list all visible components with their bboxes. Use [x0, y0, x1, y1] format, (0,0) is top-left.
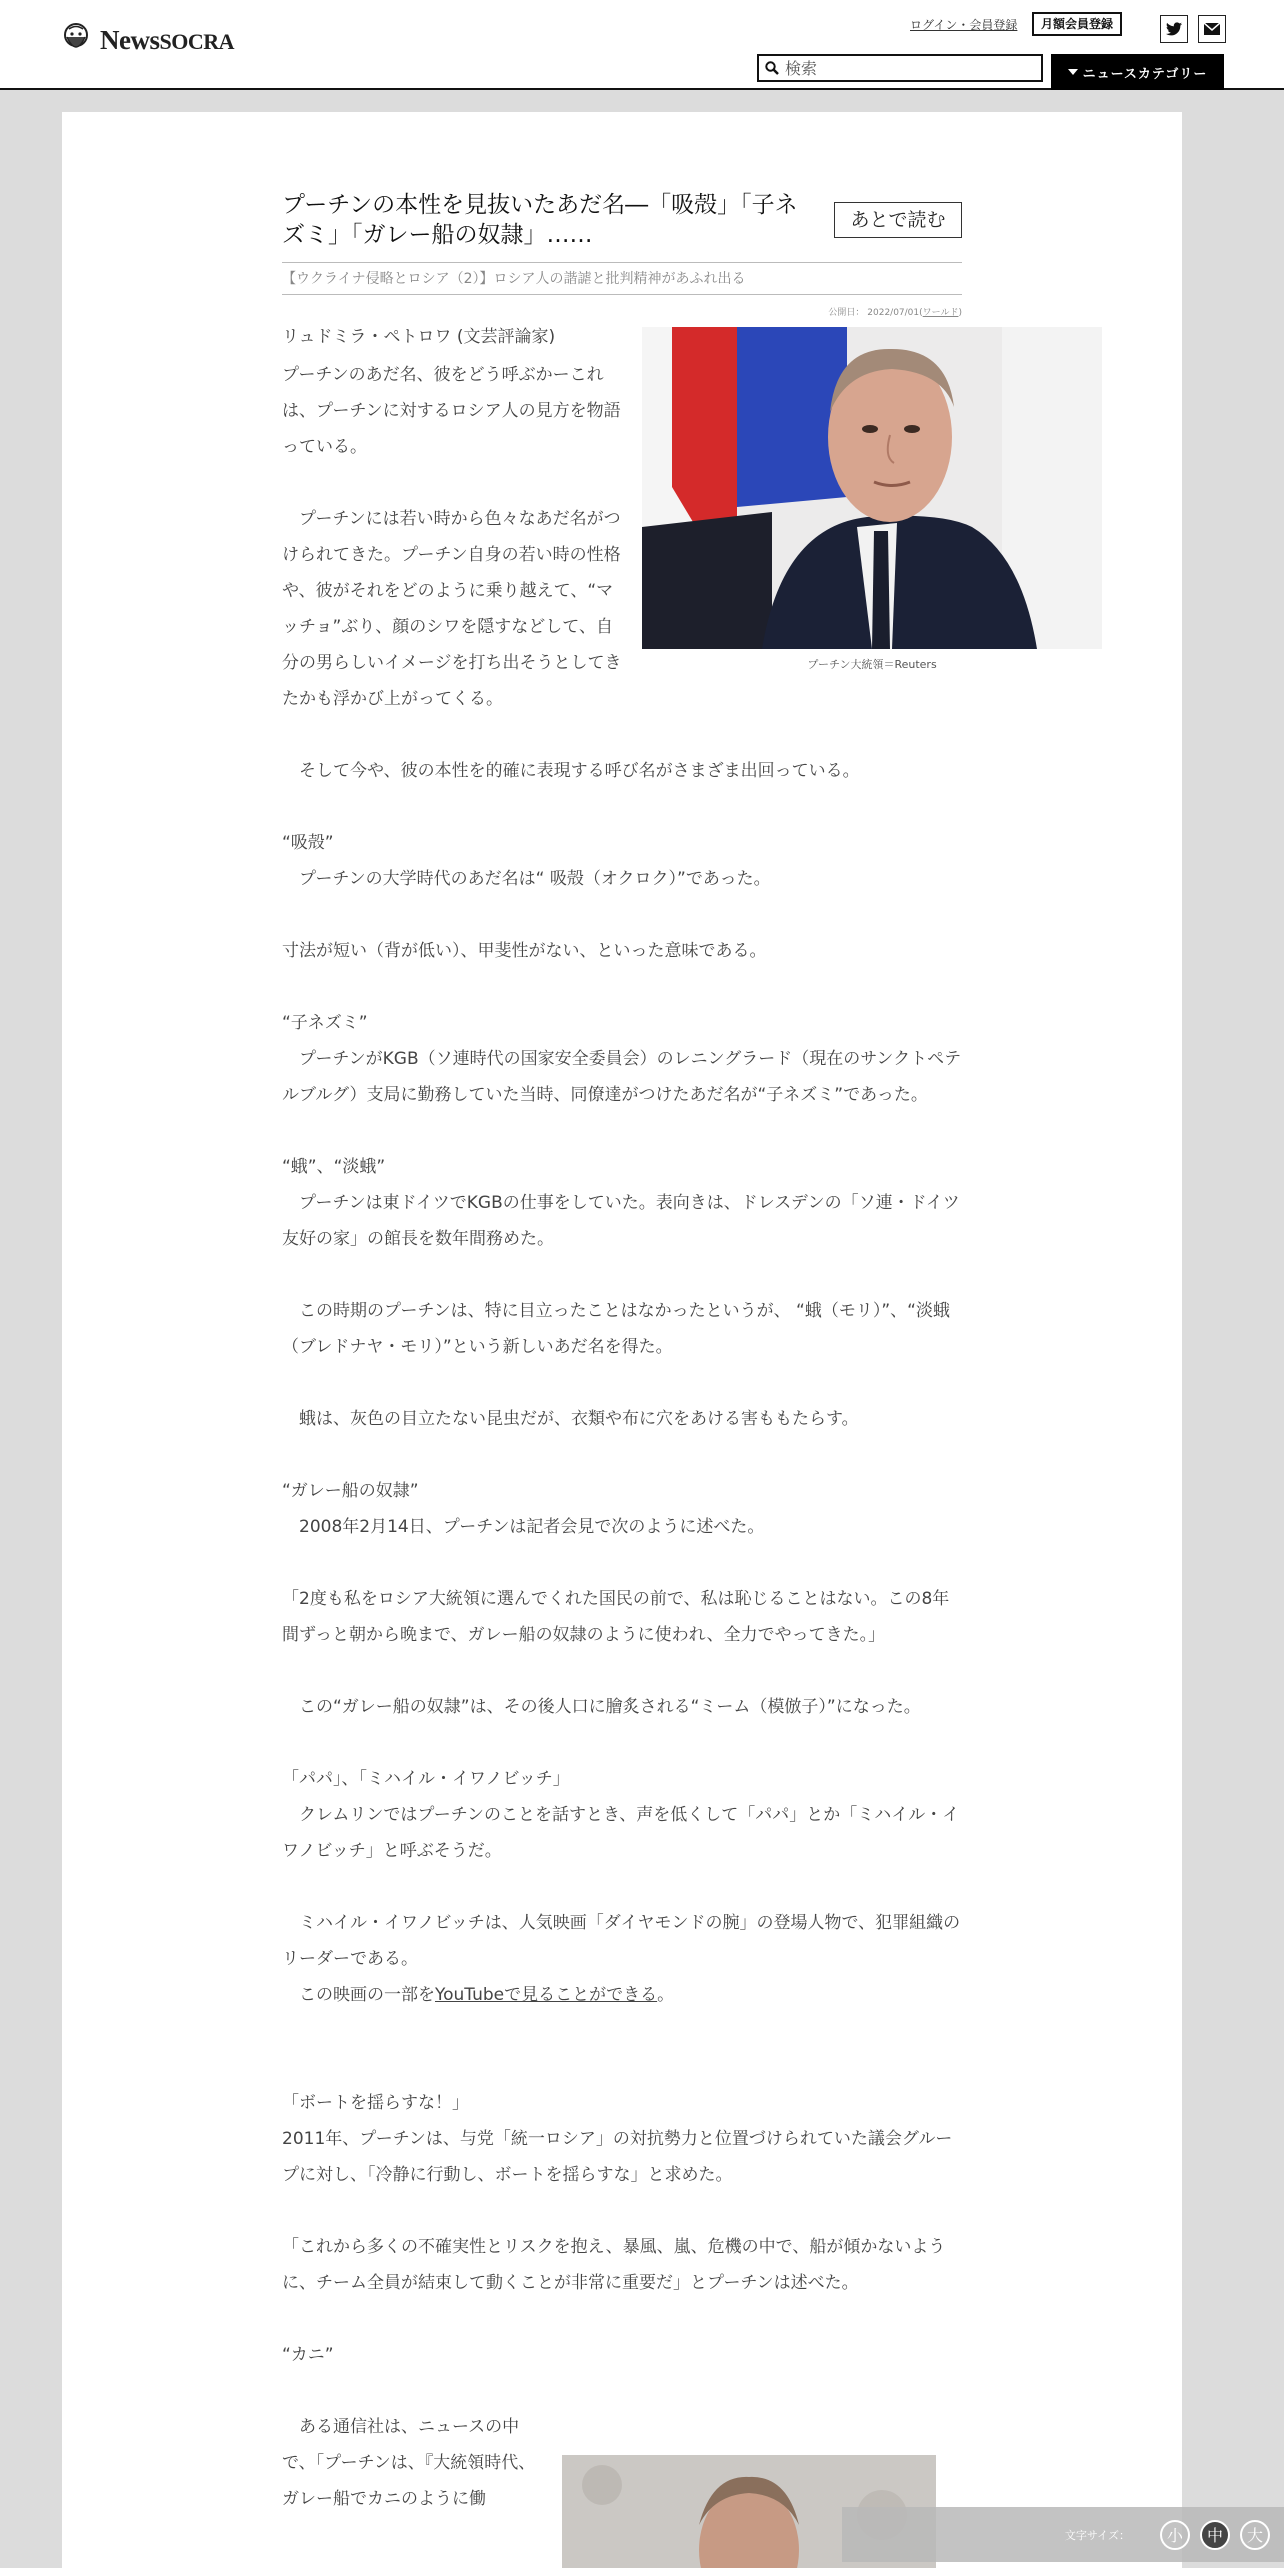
publish-meta: 公開日： 2022/07/01(ワールド)	[828, 308, 962, 318]
paragraph: プーチンがKGB（ソ連時代の国家安全委員会）のレニングラード（現在のサンクトペテルブルグ）支局に勤務していた当時、同僚達がつけたあだ名が“子ネズミ”であった。	[282, 1049, 962, 1105]
font-size-large-button[interactable]: 大	[1240, 2520, 1270, 2550]
news-category-label: ニュースカテゴリー	[1082, 66, 1208, 82]
section-heading: “吸殻”	[282, 833, 334, 853]
intro-column	[282, 357, 622, 753]
socrates-logo-icon	[60, 21, 92, 59]
paragraph: 蛾は、灰色の目立たない昆虫だが、衣類や布に穴をあける害ももたらす。	[282, 1409, 859, 1429]
paragraph: 「2度も私をロシア大統領に選んでくれた国民の前で、私は恥じることはない。この8年間ずっと朝から晩まで、ガレー船の奴隷のように使われ、全力でやってきた。」	[282, 1589, 950, 1645]
logo-text: NewsSOCRA	[100, 24, 235, 55]
site-logo[interactable]	[60, 20, 234, 60]
putin-photo	[642, 327, 1102, 649]
article-title: プーチンの本性を見抜いたあだ名―「吸殻」「子ネズミ」「ガレー船の奴隷」……	[282, 192, 798, 248]
section-heading: “蛾”、“淡蛾”	[282, 1157, 386, 1177]
search-input[interactable]	[785, 59, 1025, 78]
caret-down-icon	[1068, 69, 1078, 75]
paragraph: プーチンの大学時代のあだ名は“ 吸殻（オクロク）”であった。	[282, 869, 771, 889]
search-box[interactable]	[757, 54, 1043, 82]
font-size-small-button[interactable]: 小	[1160, 2520, 1190, 2550]
published-date: 2022/07/01	[867, 308, 920, 318]
paragraph: プーチンは東ドイツでKGBの仕事をしていた。表向きは、ドレスデンの「ソ連・ドイツ友好の家」の館長を数年間務めた。	[282, 1193, 960, 1249]
paragraph: ある通信社は、ニュースの中で、「プーチンは、『大統領時代、ガレー船でカニのように働	[282, 2417, 536, 2509]
author-name: リュドミラ・ペトロワ (文芸評論家)	[282, 327, 556, 347]
section-heading: “子ネズミ”	[282, 1013, 368, 1033]
font-size-bar	[842, 2507, 1284, 2562]
section-heading: 「パパ」、「ミハイル・イワノビッチ」	[282, 1769, 570, 1789]
paragraph: この“ガレー船の奴隷”は、その後人口に膾炙される“ミーム（模倣子）”になった。	[282, 1697, 921, 1717]
photo-caption: プーチン大統領＝Reuters	[807, 658, 937, 671]
paragraph: 2008年2月14日、プーチンは記者会見で次のように述べた。	[282, 1517, 765, 1537]
paragraph: この映画の一部をYouTubeで見ることができる。	[282, 1985, 675, 2005]
published-label: 公開日：	[828, 308, 865, 318]
paragraph: プーチンには若い時から色々なあだ名がつけられてきた。プーチン自身の若い時の性格や、彼がそれをどのように乗り越えて、“マッチョ”ぶり、顔のシワを隠すなどして、自分の男らしいイメージを打ち出そうとしてきたかも浮かび上がってくる。	[282, 509, 622, 709]
paragraph: そして今や、彼の本性を的確に表現する呼び名がさまざま出回っている。	[282, 761, 860, 781]
mail-icon	[1204, 23, 1220, 35]
twitter-button[interactable]	[1160, 15, 1188, 43]
section-heading: “ガレー船の奴隷”	[282, 1481, 419, 1501]
monthly-member-button[interactable]: 月額会員登録	[1032, 12, 1122, 36]
paragraph: 2011年、プーチンは、与党「統一ロシア」の対抗勢力と位置づけられていた議会グループに対し、「冷静に行動し、ボートを揺らすな」と求めた。	[282, 2129, 953, 2185]
font-size-medium-button[interactable]: 中	[1200, 2520, 1230, 2550]
section-heading: “カニ”	[282, 2345, 334, 2365]
paragraph: この時期のプーチンは、特に目立ったことはなかったというが、 “蛾（モリ）”、“淡蛾（ブレドナヤ・モリ）”という新しいあだ名を得た。	[282, 1301, 950, 1357]
paragraph: ミハイル・イワノビッチは、人気映画「ダイヤモンドの腕」の登場人物で、犯罪組織のリーダーである。	[282, 1913, 961, 1969]
read-later-button[interactable]: あとで読む	[834, 202, 962, 238]
paragraph: クレムリンではプーチンのことを話すとき、声を低くして「パパ」とか「ミハイル・イワノビッチ」と呼ぶそうだ。	[282, 1805, 960, 1861]
section-heading: 「ボートを揺らすな！」	[282, 2093, 469, 2113]
news-category-button[interactable]	[1051, 54, 1224, 90]
category-link[interactable]: ワールド	[922, 308, 959, 318]
twitter-icon	[1166, 22, 1182, 36]
putin-photo-image	[642, 327, 1102, 649]
youtube-link[interactable]: YouTubeで見ることができる	[435, 1985, 658, 2005]
search-icon	[765, 61, 779, 75]
login-register-link[interactable]: ログイン・会員登録	[910, 18, 1018, 32]
font-size-label: 文字サイズ：	[1064, 2528, 1130, 2542]
paragraph: 「これから多くの不確実性とリスクを抱え、暴風、嵐、危機の中で、船が傾かないように、チーム全員が結束して動くことが非常に重要だ」とプーチンは述べた。	[282, 2237, 946, 2293]
paragraph: 寸法が短い（背が低い）、甲斐性がない、といった意味である。	[282, 941, 767, 961]
article-panel	[62, 112, 1182, 2568]
paragraph: プーチンのあだ名、彼をどう呼ぶかーこれは、プーチンに対するロシア人の見方を物語っている。	[282, 365, 621, 457]
mail-button[interactable]	[1198, 15, 1226, 43]
site-header	[0, 0, 1284, 90]
article-subtitle: 【ウクライナ侵略とロシア（2）】ロシア人の諧謔と批判精神があふれ出る	[282, 262, 962, 295]
